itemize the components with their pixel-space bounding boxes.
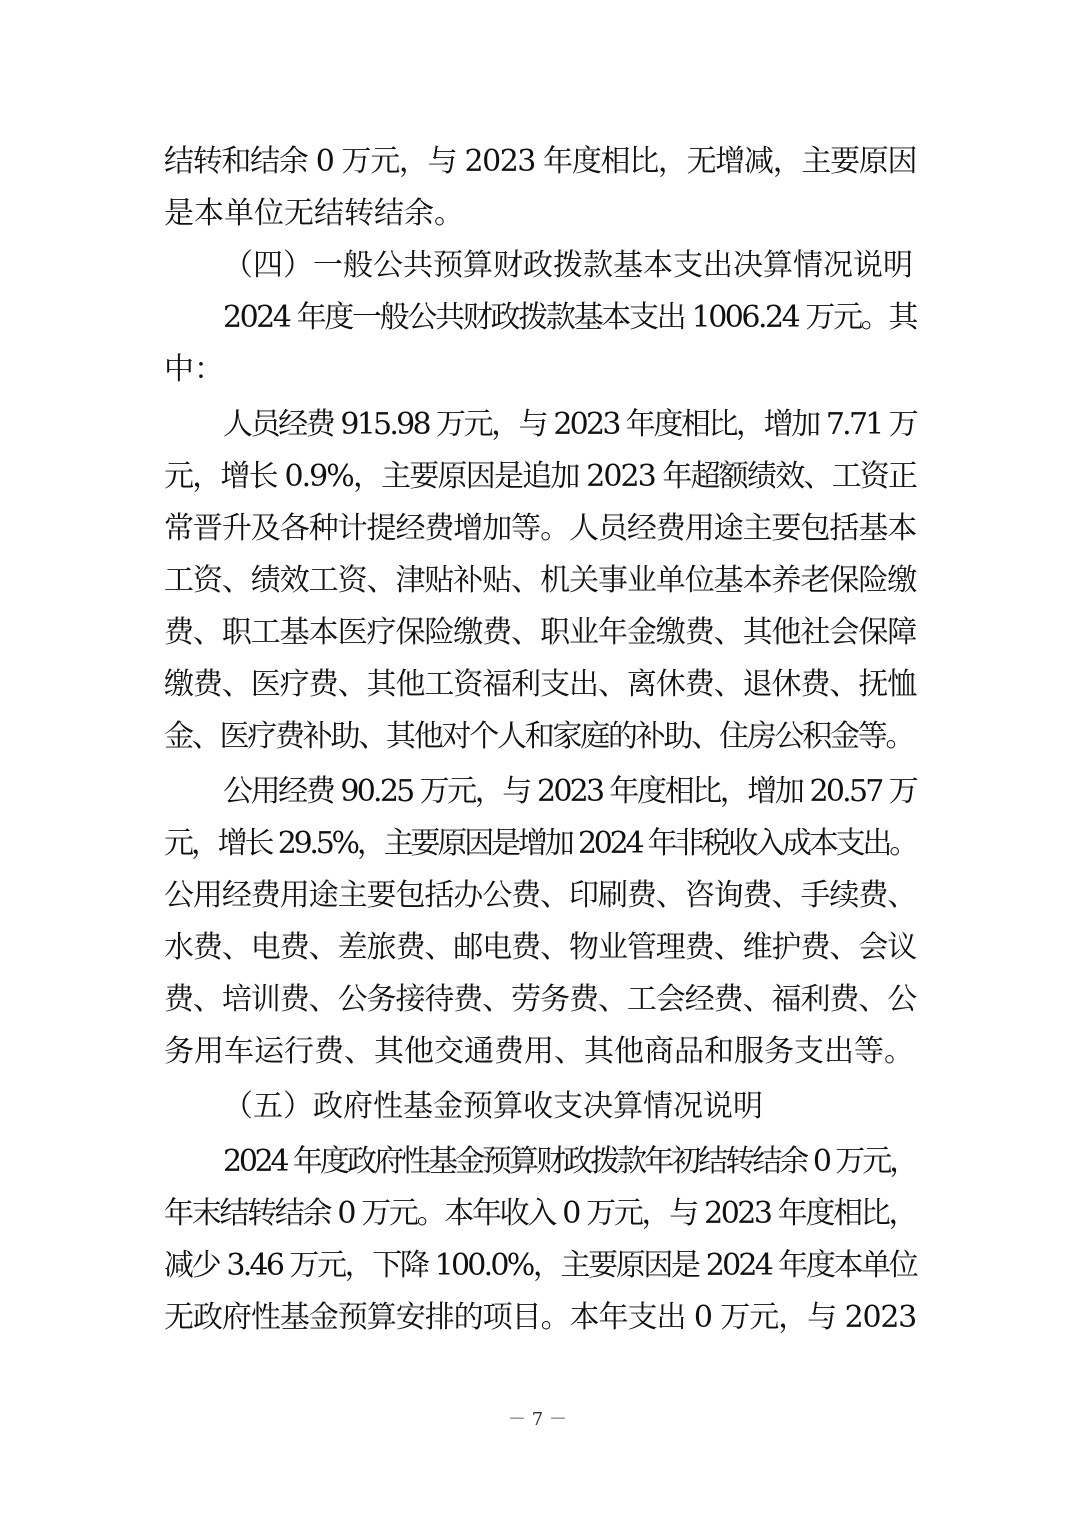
body-line: 减少 3.46 万元，下降 100.0%，主要原因是 2024 年度本单位 bbox=[164, 1248, 916, 1283]
body-line: 元，增长 29.5%，主要原因是增加 2024 年非税收入成本支出。 bbox=[164, 826, 916, 861]
section-heading: （五）政府性基金预算收支决算情况说明 bbox=[223, 1089, 763, 1124]
body-line: 水费、电费、差旅费、邮电费、物业管理费、维护费、会议 bbox=[164, 930, 916, 965]
body-line: 2024 年度政府性基金预算财政拨款年初结转结余 0 万元， bbox=[223, 1144, 916, 1179]
body-line: 公用经费 90.25 万元，与 2023 年度相比，增加 20.57 万 bbox=[223, 774, 916, 809]
body-line: 缴费、医疗费、其他工资福利支出、离休费、退休费、抚恤 bbox=[164, 667, 916, 702]
body-line: 工资、绩效工资、津贴补贴、机关事业单位基本养老保险缴 bbox=[164, 563, 916, 598]
body-line: 元，增长 0.9%，主要原因是追加 2023 年超额绩效、工资正 bbox=[164, 459, 916, 494]
body-line: 结转和结余 0 万元，与 2023 年度相比，无增减，主要原因 bbox=[164, 144, 916, 179]
body-line: 是本单位无结转结余。 bbox=[164, 196, 464, 231]
body-line: 金、医疗费补助、其他对个人和家庭的补助、住房公积金等。 bbox=[164, 719, 914, 754]
body-line: 常晋升及各种计提经费增加等。人员经费用途主要包括基本 bbox=[164, 511, 916, 546]
body-line: 公用经费用途主要包括办公费、印刷费、咨询费、手续费、 bbox=[164, 878, 916, 913]
body-line: 人员经费 915.98 万元，与 2023 年度相比，增加 7.71 万 bbox=[223, 407, 916, 442]
body-line: 费、培训费、公务接待费、劳务费、工会经费、福利费、公 bbox=[164, 982, 916, 1017]
body-line: 年末结转结余 0 万元。本年收入 0 万元，与 2023 年度相比， bbox=[164, 1196, 916, 1231]
page-number: － 7 － bbox=[508, 1409, 567, 1430]
body-line: 中： bbox=[164, 352, 224, 387]
body-line: 费、职工基本医疗保险缴费、职业年金缴费、其他社会保障 bbox=[164, 615, 916, 650]
body-line: 2024 年度一般公共财政拨款基本支出 1006.24 万元。其 bbox=[223, 300, 916, 335]
body-line: 无政府性基金预算安排的项目。本年支出 0 万元，与 2023 bbox=[164, 1300, 916, 1335]
body-line: 务用车运行费、其他交通费用、其他商品和服务支出等。 bbox=[164, 1034, 914, 1069]
section-heading: （四）一般公共预算财政拨款基本支出决算情况说明 bbox=[223, 248, 913, 283]
